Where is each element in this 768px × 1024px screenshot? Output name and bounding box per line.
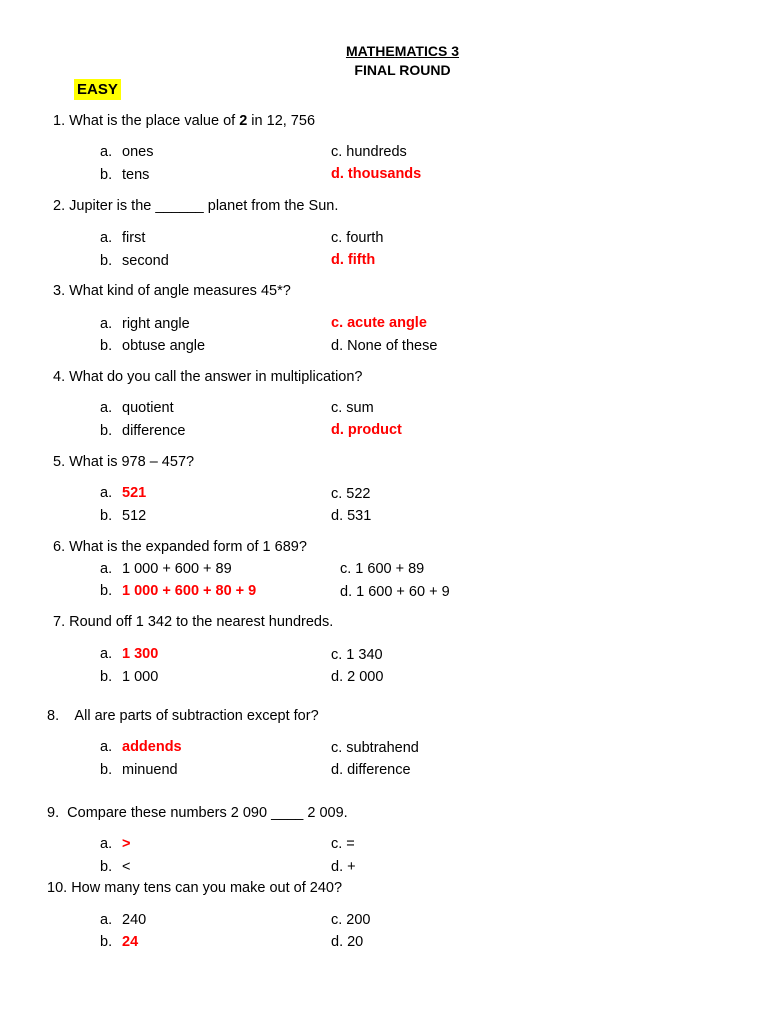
option-d: d. 20	[331, 934, 364, 950]
option-a: a. ones	[100, 144, 154, 160]
option-c: c. 1 600 + 89	[340, 561, 425, 577]
question-10: 10. How many tens can you make out of 240?	[47, 880, 343, 896]
option-d-answer: d. thousands	[331, 166, 422, 182]
option-c: c. fourth	[331, 230, 384, 246]
option-d: d. difference	[331, 762, 411, 778]
option-d: d. 1 600 + 60 + 9	[340, 584, 450, 600]
question-2: 2. Jupiter is the ______ planet from the Sun.	[53, 198, 339, 214]
option-c-answer: c. acute angle	[331, 315, 427, 331]
question-8: 8. All are parts of subtraction except for?	[47, 708, 319, 724]
option-a: a. quotient	[100, 400, 174, 416]
option-c: c. subtrahend	[331, 740, 419, 756]
option-b: b. minuend	[100, 762, 178, 778]
option-c: c. 1 340	[331, 647, 383, 663]
option-c: c. hundreds	[331, 144, 407, 160]
question-9: 9. Compare these numbers 2 090 ____ 2 009.	[47, 805, 348, 821]
question-4: 4. What do you call the answer in multiplication?	[53, 369, 363, 385]
option-b-answer: b. 1 000 + 600 + 80 + 9	[100, 583, 257, 599]
option-a-answer: a. 521	[100, 485, 147, 501]
option-b: b. <	[100, 859, 131, 875]
option-b: b. obtuse angle	[100, 338, 206, 354]
document-title: MATHEMATICS 3	[345, 43, 460, 59]
option-b: b. tens	[100, 167, 150, 183]
option-d: d. 2 000	[331, 669, 384, 685]
option-b: b. second	[100, 253, 169, 269]
question-1	[53, 113, 315, 129]
option-c: c. =	[331, 836, 355, 852]
option-d: d. None of these	[331, 338, 438, 354]
question-text-end: in 12, 756	[247, 113, 316, 129]
option-a: a. first	[100, 230, 146, 246]
option-b-answer: b. 24	[100, 934, 139, 950]
option-d-answer: d. fifth	[331, 252, 376, 268]
option-c: c. 200	[331, 912, 371, 928]
question-5: 5. What is 978 – 457?	[53, 454, 195, 470]
document-subtitle: FINAL ROUND	[354, 62, 451, 78]
question-7: 7. Round off 1 342 to the nearest hundreds.	[53, 614, 334, 630]
option-b: b. difference	[100, 423, 186, 439]
option-b: b. 1 000	[100, 669, 159, 685]
option-a: a. right angle	[100, 316, 190, 332]
option-a: a. 1 000 + 600 + 89	[100, 561, 232, 577]
option-d: d. 531	[331, 508, 372, 524]
option-a-answer: a. 1 300	[100, 646, 159, 662]
question-text: What is the place value of	[69, 113, 240, 129]
question-text-bold: 2	[239, 113, 248, 129]
question-6: 6. What is the expanded form of 1 689?	[53, 539, 307, 555]
question-number: 1.	[53, 113, 66, 129]
option-b: b. 512	[100, 508, 147, 524]
option-d-answer: d. product	[331, 422, 402, 438]
difficulty-label: EASY	[74, 79, 121, 100]
option-a: a. 240	[100, 912, 147, 928]
option-c: c. 522	[331, 486, 371, 502]
question-3: 3. What kind of angle measures 45*?	[53, 283, 291, 299]
option-a-answer: a. >	[100, 836, 131, 852]
option-d: d. +	[331, 859, 356, 875]
option-a-answer: a. addends	[100, 739, 182, 755]
option-c: c. sum	[331, 400, 374, 416]
